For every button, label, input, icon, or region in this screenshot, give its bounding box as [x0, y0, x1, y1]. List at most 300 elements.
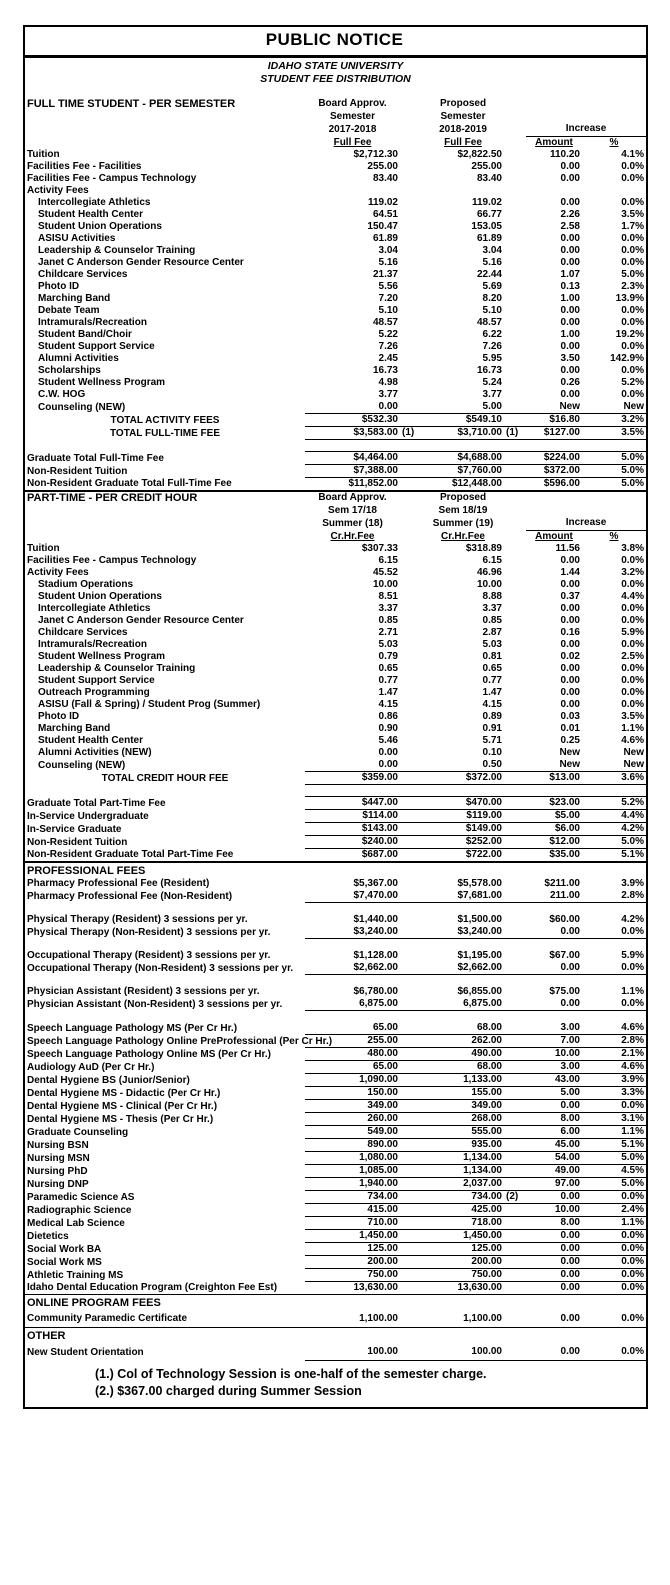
fee-row: [25, 1074, 646, 1087]
footnote-marker: [504, 651, 526, 663]
fee-label: Facilities Fee - Facilities: [27, 161, 142, 172]
fee-2018-value: 16.73: [476, 365, 502, 376]
fee-2018-value: $2,662.00: [422, 962, 504, 975]
fee-label: ASISU Activities: [38, 233, 116, 244]
footnote-marker: [504, 772, 526, 785]
fee-label: Physical Therapy (Resident) 3 sessions per yr.: [27, 914, 248, 925]
fee-2017-value: 125.00: [305, 1243, 400, 1256]
fee-2017-value: 6,875.00: [305, 998, 400, 1011]
footnote-marker: [504, 329, 526, 341]
increase-amount: 10.00: [526, 1048, 582, 1061]
increase-percent: 0.0%: [621, 389, 644, 400]
footnote-marker: [400, 1074, 422, 1087]
footnote-marker: [504, 1269, 526, 1282]
fee-2017-value: 1,940.00: [305, 1178, 400, 1191]
footnote-marker: (1): [400, 427, 422, 440]
fee-2018-value: $12,448.00: [451, 478, 502, 489]
fee-2018-value: 425.00: [422, 1204, 504, 1217]
increase-amount: 3.00: [526, 1022, 582, 1035]
fee-2017-value: 750.00: [305, 1269, 400, 1282]
footnote-marker: [504, 305, 526, 317]
fee-row: [25, 1282, 646, 1295]
fee-2017-value: 0.00: [378, 747, 398, 758]
footnote-marker: [400, 257, 422, 269]
fee-2018-value: 5.95: [482, 353, 502, 364]
fee-2018-value: [422, 440, 504, 452]
fee-row: [25, 1230, 646, 1243]
footnote-marker: [504, 639, 526, 651]
footnote-marker: [400, 591, 422, 603]
fee-label: Occupational Therapy (Non-Resident) 3 sessions per yr.: [27, 962, 294, 974]
fee-2018-value: 262.00: [422, 1035, 504, 1048]
increase-amount: [526, 939, 582, 951]
fee-2017-value: 2.71: [378, 627, 398, 638]
footnote-marker: [400, 149, 422, 161]
footnote-marker: [400, 785, 422, 797]
fee-label: Speech Language Pathology MS (Per Cr Hr.): [27, 1022, 238, 1034]
increase-percent: 0.0%: [582, 926, 646, 939]
fee-table-title: [25, 58, 646, 86]
fee-label: Physical Therapy (Non-Resident) 3 sessions per yr.: [27, 926, 271, 938]
footnote-marker: [400, 1217, 422, 1230]
fee-label: Medical Lab Science: [27, 1217, 125, 1229]
footnote-marker: [504, 1100, 526, 1113]
fee-row: [25, 555, 646, 567]
footnote-marker: [504, 245, 526, 257]
increase-percent: 5.1%: [621, 849, 644, 860]
footnote-marker: [504, 1113, 526, 1126]
fee-label: [25, 975, 305, 987]
footnote-marker: (2): [504, 1191, 526, 1204]
footnote-marker: [400, 735, 422, 747]
footnote-marker: [504, 1022, 526, 1035]
fee-row: [25, 209, 646, 221]
footnote-marker: [400, 567, 422, 579]
increase-amount: 1.00: [560, 329, 580, 340]
fee-row: [25, 173, 646, 185]
fee-row: [25, 986, 646, 998]
fulltime-rows: [25, 149, 646, 491]
footnote-marker: [400, 245, 422, 257]
increase-amount: 0.00: [526, 1256, 582, 1269]
footnote-marker: [504, 810, 526, 823]
increase-percent: 1.1%: [621, 986, 644, 997]
footnote-marker: [504, 389, 526, 401]
increase-amount: $67.00: [549, 950, 580, 961]
footnote-marker: [400, 986, 422, 998]
footnote-marker: [504, 975, 526, 987]
fulltime-heading: FULL TIME STUDENT - PER SEMESTER: [27, 98, 236, 110]
footnote-marker: [504, 797, 526, 810]
fee-row: [25, 197, 646, 209]
increase-percent: 0.0%: [621, 699, 644, 710]
increase-percent: 4.6%: [582, 1061, 646, 1074]
increase-amount: 0.00: [526, 1269, 582, 1282]
fee-label: Physician Assistant (Non-Resident) 3 sessions per yr.: [27, 998, 283, 1010]
footnote-marker: [400, 962, 422, 975]
increase-amount: 0.00: [560, 603, 580, 614]
footnote-marker: [504, 1310, 526, 1328]
footnote-marker: [400, 1139, 422, 1152]
increase-amount: 0.00: [560, 579, 580, 590]
increase-amount: $12.00: [526, 836, 582, 849]
fee-2018-value: [422, 1011, 504, 1023]
footnote-marker: [504, 939, 526, 951]
footnote-marker: [504, 257, 526, 269]
increase-amount: 0.00: [526, 1100, 582, 1113]
increase-percent: 3.5%: [621, 711, 644, 722]
fee-label: Non-Resident Graduate Total Part-Time Fee: [27, 849, 234, 860]
fee-2017-value: 65.00: [305, 1061, 400, 1074]
fee-2018-value: 0.50: [482, 759, 502, 770]
col1-line3: 2017-2018: [328, 123, 377, 135]
fee-row: [25, 1217, 646, 1230]
footnote-marker: [504, 1035, 526, 1048]
fee-row: [25, 1126, 646, 1139]
fee-2018-value: 100.00: [422, 1343, 504, 1361]
fee-row: [25, 975, 646, 987]
footnote-marker: [400, 414, 422, 427]
fee-label: Paramedic Science AS: [27, 1191, 135, 1203]
fee-row: [25, 1139, 646, 1152]
fee-label: [25, 1011, 305, 1023]
fee-row: [25, 1022, 646, 1035]
fee-2017-value: 45.52: [372, 567, 398, 578]
increase-percent: 4.4%: [621, 591, 644, 602]
increase-amount: 0.00: [526, 1343, 582, 1361]
fee-2018-value: 5.24: [482, 377, 502, 388]
fee-2018-value: $318.89: [465, 543, 502, 554]
fee-2017-value: $359.00: [305, 772, 400, 785]
increase-percent: 1.1%: [582, 1126, 646, 1139]
fee-row: [25, 939, 646, 951]
increase-percent: 3.9%: [582, 1074, 646, 1087]
fee-label: Activity Fees: [27, 185, 89, 196]
increase-percent: 4.2%: [621, 914, 644, 925]
increase-percent: 5.0%: [582, 1152, 646, 1165]
increase-percent: 5.9%: [621, 627, 644, 638]
fee-2018-value: [422, 185, 504, 197]
fee-2017-value: 3.04: [378, 245, 398, 256]
increase-amount: 0.16: [560, 627, 580, 638]
footnote-marker: [504, 926, 526, 939]
fee-2017-value: 83.40: [372, 173, 398, 184]
fee-2017-value: 260.00: [305, 1113, 400, 1126]
footnote-marker: [504, 281, 526, 293]
fee-2017-value: 0.00: [378, 401, 398, 412]
fee-2017-value: 415.00: [305, 1204, 400, 1217]
parttime-heading: PART-TIME - PER CREDIT HOUR: [25, 491, 305, 543]
increase-amount: 0.00: [560, 639, 580, 650]
fee-label: Stadium Operations: [38, 579, 134, 590]
increase-percent: 0.0%: [621, 675, 644, 686]
increase-amount: 0.25: [560, 735, 580, 746]
increase-percent: 0.0%: [582, 1310, 646, 1328]
increase-amount: 0.01: [560, 723, 580, 734]
footnote-marker: [504, 365, 526, 377]
footnote-marker: [400, 1152, 422, 1165]
fee-2018-value: 66.77: [476, 209, 502, 220]
fee-row: [25, 699, 646, 711]
fee-2017-value: 5.03: [378, 639, 398, 650]
online-section-header: [25, 1295, 646, 1311]
fee-label: Childcare Services: [38, 269, 128, 280]
footnote-marker: [504, 452, 526, 465]
fee-row: [25, 759, 646, 772]
spacer: [25, 86, 646, 98]
fee-2017-value: 0.00: [378, 759, 398, 770]
fee-2017-value: 0.77: [378, 675, 398, 686]
increase-percent: 3.2%: [621, 567, 644, 578]
increase-amount: 7.00: [526, 1035, 582, 1048]
fee-2017-value: 16.73: [372, 365, 398, 376]
fee-2018-value: 5.00: [482, 401, 502, 412]
footnote-marker: [400, 365, 422, 377]
footnote-marker: [504, 353, 526, 365]
increase-percent: 2.8%: [582, 1035, 646, 1048]
fee-2017-value: 1,090.00: [305, 1074, 400, 1087]
fee-row: [25, 543, 646, 555]
increase-amount: 0.00: [560, 675, 580, 686]
increase-percent: 0.0%: [582, 1191, 646, 1204]
fee-2017-value: 8.51: [378, 591, 398, 602]
increase-amount: 10.00: [526, 1204, 582, 1217]
fee-2017-value: 3.37: [378, 603, 398, 614]
fee-row: [25, 823, 646, 836]
fee-2018-value: 8.20: [482, 293, 502, 304]
fee-2017-value: [305, 785, 400, 797]
footnote-marker: (1): [504, 427, 526, 440]
fee-2018-value: 1,450.00: [422, 1230, 504, 1243]
fee-2017-value: [305, 903, 400, 915]
increase-amount: $35.00: [549, 849, 580, 860]
increase-percent: 0.0%: [582, 1243, 646, 1256]
fee-row: [25, 627, 646, 639]
increase-amount: 8.00: [526, 1113, 582, 1126]
col2-line2: Semester: [440, 110, 486, 122]
fee-2017-value: 21.37: [372, 269, 398, 280]
increase-amount: 211.00: [526, 890, 582, 903]
fee-2017-value: 3.77: [378, 389, 398, 400]
fee-2018-value: 7.26: [482, 341, 502, 352]
increase-amount: $16.80: [526, 414, 582, 427]
fee-row: [25, 772, 646, 785]
footnote-marker: [504, 1087, 526, 1100]
increase-amount: 0.00: [560, 233, 580, 244]
fee-row: [25, 281, 646, 293]
footnote-marker: [504, 1165, 526, 1178]
footnote-marker: [400, 926, 422, 939]
increase-percent: 4.6%: [582, 1022, 646, 1035]
footnote-marker: [504, 161, 526, 173]
fee-row: [25, 1178, 646, 1191]
increase-percent: 3.8%: [621, 543, 644, 554]
footnote-marker: [504, 293, 526, 305]
fee-label: Social Work BA: [27, 1243, 102, 1255]
footnote-marker: [504, 567, 526, 579]
fee-2018-value: 5.16: [482, 257, 502, 268]
footnote-marker: [400, 810, 422, 823]
fee-2018-value: $6,855.00: [457, 986, 502, 997]
fee-2017-value: 5.22: [378, 329, 398, 340]
footnote-marker: [400, 627, 422, 639]
increase-percent: 5.0%: [582, 1178, 646, 1191]
footnote-marker: [400, 759, 422, 772]
fee-2017-value: $6,780.00: [353, 986, 398, 997]
fee-row: [25, 427, 646, 440]
increase-percent: 0.0%: [621, 663, 644, 674]
footnote-marker: [504, 890, 526, 903]
increase-amount: 0.00: [526, 998, 582, 1011]
footnote-1: (1.) Col of Technology Session is one-half of the semester charge.: [95, 1367, 487, 1381]
increase-amount: 0.00: [560, 663, 580, 674]
fee-label: Debate Team: [38, 305, 100, 316]
increase-percent: 3.5%: [621, 209, 644, 220]
percent-label: %: [609, 530, 619, 542]
footnote-marker: [504, 615, 526, 627]
fee-label: Tuition: [27, 149, 60, 160]
increase-amount: New: [559, 401, 580, 412]
fee-2018-value: 4.15: [482, 699, 502, 710]
increase-amount: $372.00: [526, 465, 582, 478]
footnote-marker: [504, 1204, 526, 1217]
footnote-marker: [504, 1243, 526, 1256]
professional-rows: [25, 878, 646, 1295]
increase-amount: 1.07: [560, 269, 580, 280]
fee-row: [25, 615, 646, 627]
footnote-marker: [400, 353, 422, 365]
fee-2017-value: 4.98: [378, 377, 398, 388]
footnote-marker: [504, 341, 526, 353]
increase-percent: 3.6%: [582, 772, 646, 785]
footnote-marker: [504, 723, 526, 735]
fee-2017-value: $307.33: [361, 543, 398, 554]
fee-label: Intercollegiate Athletics: [38, 603, 151, 614]
footnote-marker: [504, 377, 526, 389]
increase-percent: 5.0%: [582, 465, 646, 478]
fee-label: TOTAL ACTIVITY FEES: [110, 414, 220, 426]
other-rows: [25, 1343, 646, 1361]
increase-amount: $75.00: [549, 986, 580, 997]
increase-amount: $23.00: [526, 797, 582, 810]
fee-row: [25, 1343, 646, 1361]
fee-2018-value: 1,134.00: [422, 1152, 504, 1165]
fee-label: Occupational Therapy (Resident) 3 sessions per yr.: [27, 950, 271, 961]
footnote-marker: [504, 1011, 526, 1023]
fee-2018-value: $3,240.00: [422, 926, 504, 939]
fee-2017-value: 61.89: [372, 233, 398, 244]
increase-amount: 0.00: [560, 161, 580, 172]
fee-2018-value: [422, 975, 504, 987]
increase-percent: [582, 975, 646, 987]
increase-amount: 11.56: [555, 543, 580, 554]
fee-row: [25, 161, 646, 173]
fee-label: Tuition: [27, 543, 60, 554]
increase-amount: 0.00: [560, 615, 580, 626]
fee-2018-value: 68.00: [422, 1061, 504, 1074]
footnote-marker: [504, 711, 526, 723]
fee-2017-value: 5.56: [378, 281, 398, 292]
footnote-marker: [400, 1230, 422, 1243]
increase-percent: 4.2%: [582, 823, 646, 836]
footnote-marker: [400, 1269, 422, 1282]
footnote-marker: [400, 341, 422, 353]
increase-amount: 0.26: [560, 377, 580, 388]
fee-label: [25, 903, 305, 915]
footnote-marker: [400, 998, 422, 1011]
footnote-marker: [400, 185, 422, 197]
footnote-marker: [400, 663, 422, 675]
increase-percent: 0.0%: [621, 639, 644, 650]
university-name: IDAHO STATE UNIVERSITY: [267, 60, 404, 72]
increase-amount: 0.00: [526, 1230, 582, 1243]
fee-2018-value: 2,037.00: [422, 1178, 504, 1191]
fee-row: [25, 998, 646, 1011]
increase-amount: 54.00: [526, 1152, 582, 1165]
fee-2018-value: $252.00: [422, 836, 504, 849]
fee-row: [25, 478, 646, 492]
increase-percent: 1.1%: [582, 1217, 646, 1230]
fee-2018-value: 1.47: [482, 687, 502, 698]
fee-2017-value: $4,464.00: [305, 452, 400, 465]
footnote-marker: [504, 1343, 526, 1361]
fee-label: Alumni Activities (NEW): [38, 747, 152, 758]
fee-2017-value: 119.02: [367, 197, 398, 208]
fee-2017-value: 710.00: [305, 1217, 400, 1230]
footnote-marker: [400, 939, 422, 951]
fee-row: [25, 950, 646, 962]
fee-row: [25, 1165, 646, 1178]
fee-2018-value: 8.88: [482, 591, 502, 602]
increase-percent: 0.0%: [621, 555, 644, 566]
fee-2017-value: 480.00: [305, 1048, 400, 1061]
fee-2017-value: 349.00: [305, 1100, 400, 1113]
footnote-marker: [504, 950, 526, 962]
fee-label: [25, 440, 305, 452]
fee-2017-value: 10.00: [372, 579, 398, 590]
footnote-marker: [400, 1204, 422, 1217]
fee-2017-value: $1,440.00: [353, 914, 398, 925]
footnote-marker: [504, 1282, 526, 1295]
increase-amount: New: [559, 747, 580, 758]
fee-2018-value: [422, 939, 504, 951]
footnote-marker: [400, 1022, 422, 1035]
footnote-marker: [504, 1074, 526, 1087]
fee-2017-value: [305, 1011, 400, 1023]
increase-percent: 0.0%: [582, 1269, 646, 1282]
fee-row: [25, 221, 646, 233]
section-title: ONLINE PROGRAM FEES: [25, 1295, 646, 1311]
footnote-marker: [504, 465, 526, 478]
increase-amount: 6.00: [526, 1126, 582, 1139]
footnote-marker: [504, 221, 526, 233]
footnote-marker: [400, 772, 422, 785]
increase-percent: 0.0%: [582, 1230, 646, 1243]
fee-label: Facilities Fee - Campus Technology: [27, 555, 197, 566]
fee-label: Student Support Service: [38, 675, 155, 686]
footnote-marker: [504, 836, 526, 849]
fee-label: Student Union Operations: [38, 591, 162, 602]
fee-row: [25, 797, 646, 810]
fee-row: [25, 1100, 646, 1113]
fee-2018-value: $7,681.00: [422, 890, 504, 903]
increase-percent: 3.5%: [582, 427, 646, 440]
footnote-marker: [400, 914, 422, 926]
increase-percent: 0.0%: [621, 317, 644, 328]
fee-label: Non-Resident Tuition: [27, 836, 128, 848]
fee-label: Nursing BSN: [27, 1139, 89, 1151]
footnote-marker: [400, 711, 422, 723]
